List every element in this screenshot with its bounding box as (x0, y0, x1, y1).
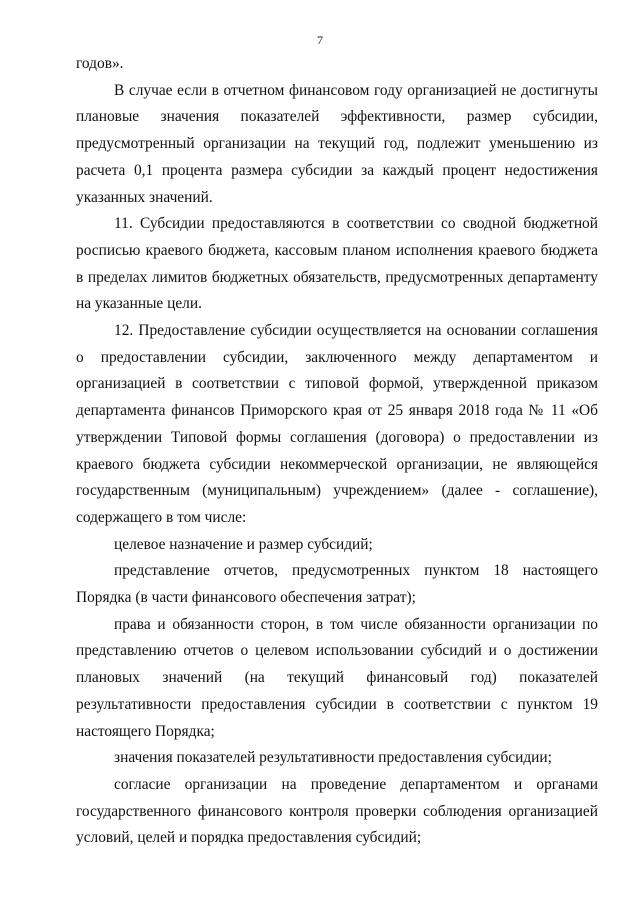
list-item-indicators: значения показателей результативности предоставления субсидии; (114, 749, 552, 767)
list-item-purpose: целевое назначение и размер субсидий; (114, 535, 373, 553)
paragraph-subsidy-reduction: В случае если в отчетном финансовом году организацией не достигнуты плановые значения показателей эффективности, размер субсидии, предусмотренный организации на текущий год, подлежит уменьшению из расчета 0,1 процента размера субсидии за каждый процент недостижения указанных значений. (76, 81, 598, 206)
paragraph-clause-12: 12. Предоставление субсидии осуществляется на основании соглашения о предоставлении субсидии, заключенного между департаментом и организацией в соответствии с типовой формой, утвержденной приказом департамента финансов Приморского края от 25 января 2018 года № 11 «Об утверждении Типовой формы соглашения (договора) о предоставлении из краевого бюджета субсидии некоммерческой организации, не являющейся государственным (муниципальным) учреждением» (далее - соглашение), содержащего в том числе: (76, 322, 598, 526)
list-item-rights: права и обязанности сторон, в том числе обязанности организации по представлению отчетов о целевом использовании субсидий и о достижении плановых значений (на текущий финансовый год) показателей результативности предоставления субсидии в соответствии с пунктом 19 настоящего Порядка; (76, 615, 598, 740)
paragraph-continuation: годов». (76, 55, 124, 72)
list-item-reports: представление отчетов, предусмотренных пунктом 18 настоящего Порядка (в части финансового обеспечения затрат); (76, 562, 598, 607)
page-number: 7 (317, 33, 323, 47)
list-item-consent: согласие организации на проведение департаментом и органами государственного финансового контроля проверки соблюдения организацией условий, целей и порядка предоставления субсидий; (76, 775, 598, 847)
document-body (76, 51, 598, 852)
paragraph-clause-11: 11. Субсидии предоставляются в соответствии со сводной бюджетной росписью краевого бюджета, кассовым планом исполнения краевого бюджета в пределах лимитов бюджетных обязательств, предусмотренных департаменту на указанные цели. (76, 215, 598, 313)
